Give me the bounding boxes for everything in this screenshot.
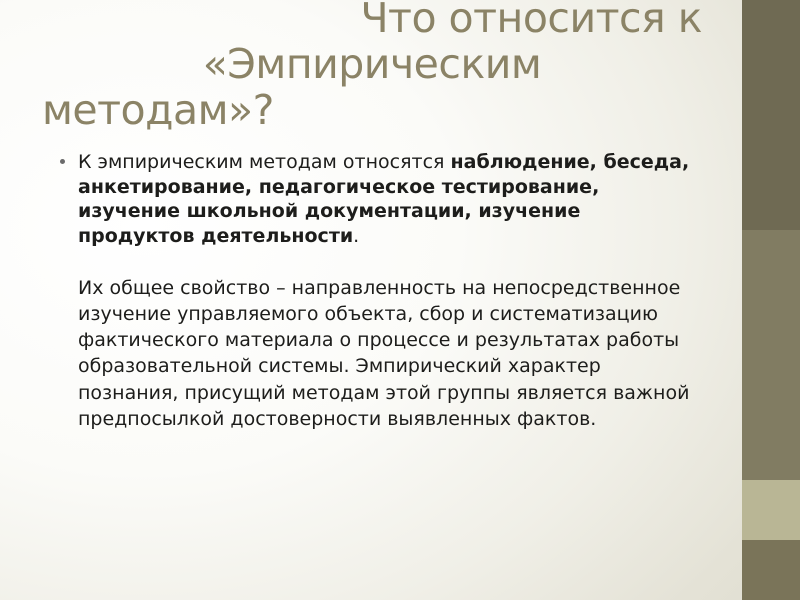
paragraph-one-emphasis: наблюдение, беседа, анкетирование, педагогическое тестирование, изучение школьной документации, изучение продуктов деятельности (78, 151, 690, 248)
decorative-side-bar (742, 0, 800, 600)
side-bar-segment-top (742, 0, 800, 230)
slide-title-line-1: Что относится к (360, 0, 702, 42)
paragraph-one (78, 150, 692, 249)
paragraph-one-prefix: К эмпирическим методам относятся (78, 151, 451, 173)
paragraph-one-suffix: . (353, 225, 360, 248)
slide-title-line-2: «Эмпирическим (202, 39, 542, 88)
bullet-dot-icon (60, 159, 65, 164)
slide-body (52, 150, 692, 432)
paragraph-two: Их общее свойство – направленность на непосредственное изучение управляемого объекта, сбор и систематизацию фактического материала о процессе и результатах работы образовательной системы. Эмпирический характер познания, присущий методам этой группы является важной предпосылкой достоверности выявленных фактов. (78, 276, 690, 430)
slide-title (42, 0, 702, 134)
side-bar-segment-light (742, 480, 800, 540)
bullet-item (52, 150, 692, 249)
side-bar-segment-middle (742, 230, 800, 480)
side-bar-segment-bottom (742, 540, 800, 600)
slide-title-line-3: методам»? (42, 85, 274, 134)
